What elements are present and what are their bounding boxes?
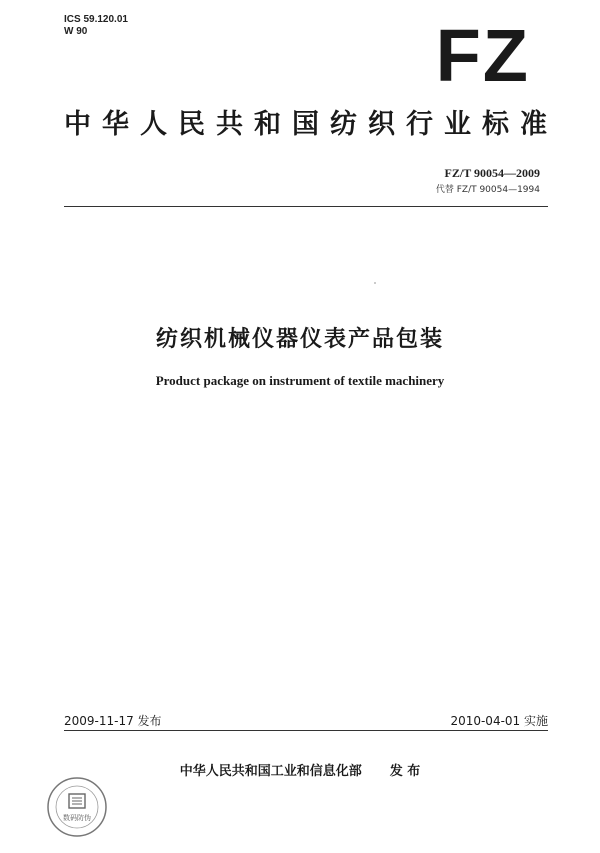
organization-title: 中华人民共和国纺织行业标准 [64,109,548,140]
standard-number: FZ/T 90054—2009 [444,166,540,180]
document-title-zh: 纺织机械仪器仪表产品包装 [155,327,444,352]
header-divider [64,206,548,207]
ccs-code: W 90 [64,26,88,37]
implementation-date: 2010-04-01 实施 [450,714,548,728]
classification-codes [64,14,128,38]
issue-date: 2009-11-17 发布 [64,714,162,728]
seal-text: 数码防伪 [63,814,91,822]
issue-action: 发 布 [389,764,421,779]
fz-logo: FZ [435,14,530,97]
seal-stamp-icon [46,776,108,838]
issuer-name: 中华人民共和国工业和信息化部 [179,764,362,779]
ics-code: ICS 59.120.01 [64,14,128,25]
replaces-standard: 代替 FZ/T 90054—1994 [435,185,540,195]
document-title-en: Product package on instrument of textile machinery [155,373,445,388]
footer-divider [64,730,548,731]
scan-speck [374,282,376,284]
